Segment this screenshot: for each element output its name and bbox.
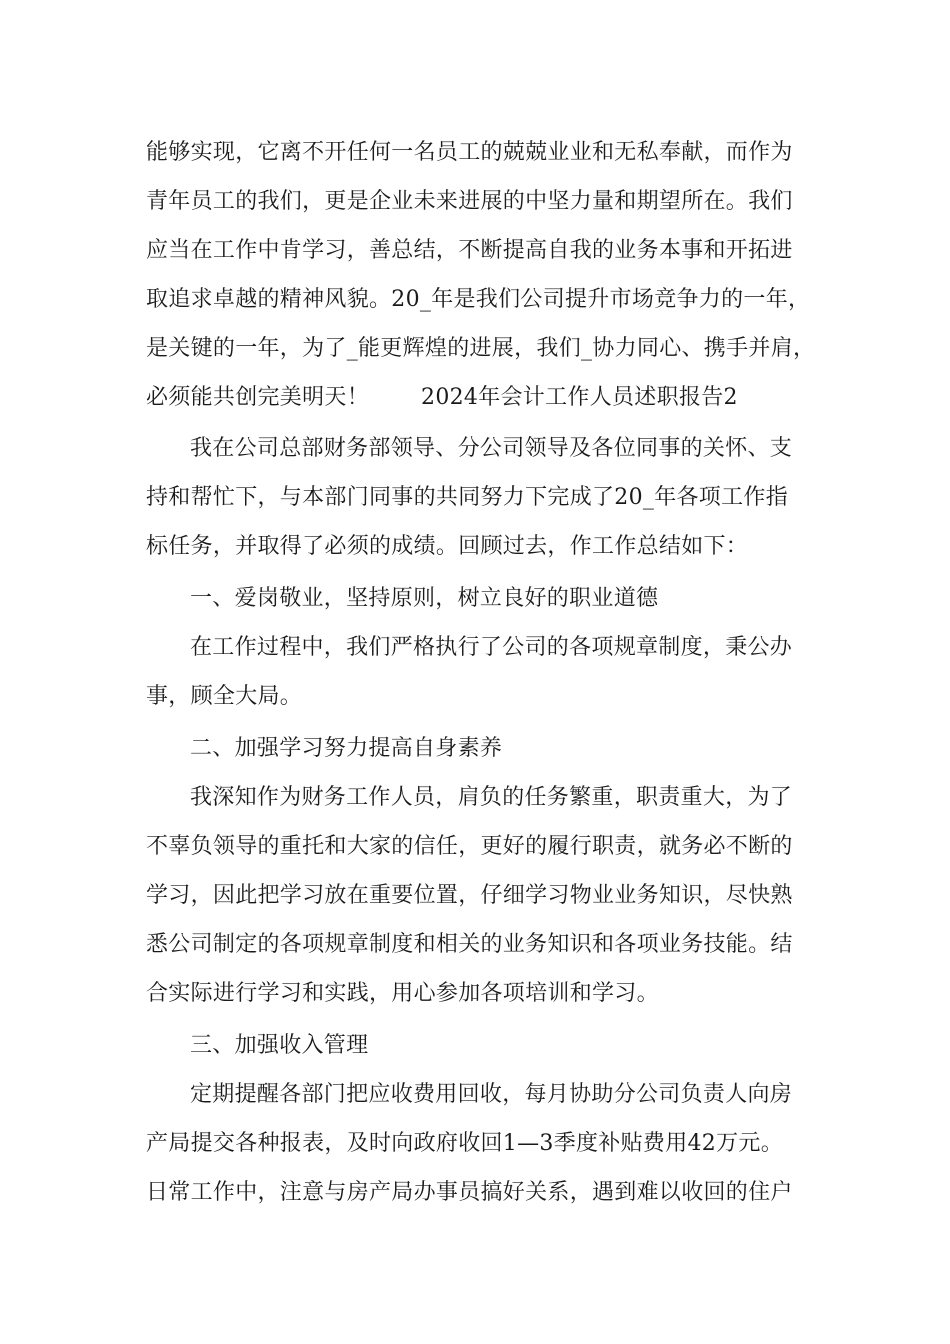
paragraph-line: 产局提交各种报表，及时向政府收回1—3季度补贴费用42万元。	[146, 1131, 783, 1156]
paragraph-line: 合实际进行学习和实践，用心参加各项培训和学习。	[146, 981, 659, 1006]
paragraph-line-with-title	[146, 383, 836, 413]
paragraph-line: 能够实现，它离不开任何一名员工的兢兢业业和无私奉献，而作为	[146, 140, 793, 165]
paragraph-line: 青年员工的我们，更是企业未来进展的中坚力量和期望所在。我们	[146, 189, 793, 214]
section-heading: 一、爱岗敬业，坚持原则，树立良好的职业道德	[190, 586, 659, 611]
paragraph-line: 取追求卓越的精神风貌。20_年是我们公司提升市场竞争力的一年，	[146, 287, 811, 312]
paragraph-line: 是关键的一年，为了_能更辉煌的进展，我们_协力同心、携手并肩，	[146, 336, 816, 361]
paragraph-line: 不辜负领导的重托和大家的信任，更好的履行职责，就务必不断的	[146, 834, 793, 859]
section-heading: 二、加强学习努力提高自身素养	[190, 736, 503, 761]
paragraph-line: 学习，因此把学习放在重要位置，仔细学习物业业务知识，尽快熟	[146, 883, 793, 908]
paragraph-line: 持和帮忙下，与本部门同事的共同努力下完成了20_年各项工作指	[146, 485, 788, 510]
section-title: 2024年会计工作人员述职报告2	[421, 385, 738, 410]
paragraph-line: 日常工作中，注意与房产局办事员搞好关系，遇到难以收回的住户	[146, 1180, 793, 1205]
paragraph-line: 定期提醒各部门把应收费用回收，每月协助分公司负责人向房	[190, 1082, 793, 1107]
paragraph-line: 必须能共创完美明天！	[146, 385, 370, 410]
paragraph-line: 我在公司总部财务部领导、分公司领导及各位同事的关怀、支	[190, 436, 793, 461]
paragraph-line: 应当在工作中肯学习，善总结，不断提高自我的业务本事和开拓进	[146, 238, 793, 263]
paragraph-line: 事，顾全大局。	[146, 684, 303, 709]
paragraph-line: 标任务，并取得了必须的成绩。回顾过去，作工作总结如下：	[146, 534, 749, 559]
paragraph-line: 悉公司制定的各项规章制度和相关的业务知识和各项业务技能。结	[146, 932, 793, 957]
paragraph-line: 在工作过程中，我们严格执行了公司的各项规章制度，秉公办	[190, 635, 793, 660]
paragraph-line: 我深知作为财务工作人员，肩负的任务繁重，职责重大，为了	[190, 785, 793, 810]
section-heading: 三、加强收入管理	[190, 1033, 369, 1058]
